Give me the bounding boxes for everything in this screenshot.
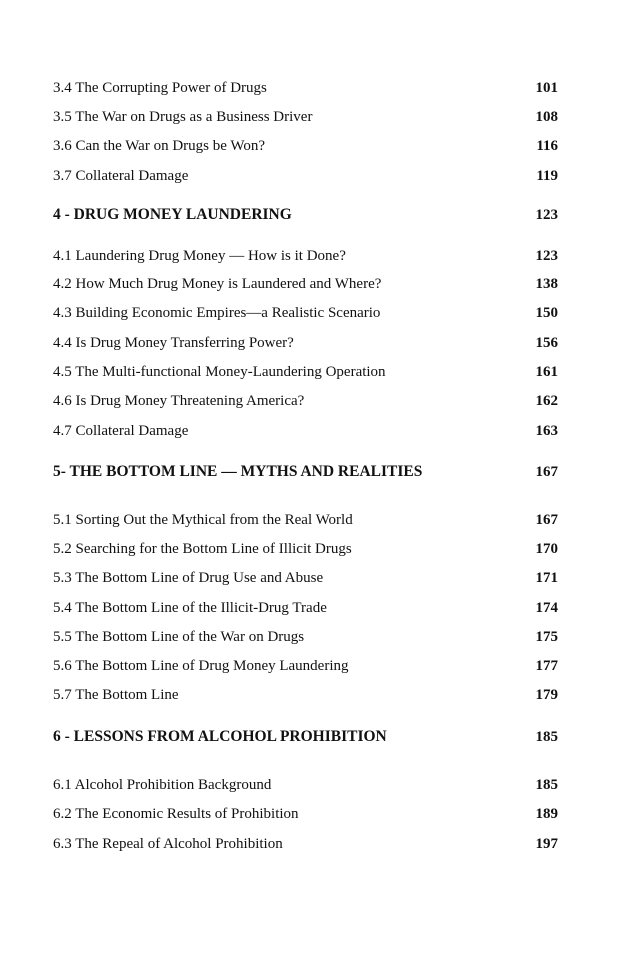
toc-entry [53,775,558,795]
toc-title: 4.7 Collateral Damage [53,423,189,439]
toc-page-number: 167 [535,512,558,528]
toc-page-number: 185 [535,777,558,793]
toc-title: 4.2 How Much Drug Money is Laundered and Where? [53,276,382,292]
toc-title: 6.2 The Economic Results of Prohibition [53,806,299,822]
toc-title: 3.7 Collateral Damage [53,168,189,184]
toc-title: 4.4 Is Drug Money Transferring Power? [53,335,294,351]
toc-entry [53,362,558,382]
toc-entry [53,333,558,353]
toc-title: 4 - DRUG MONEY LAUNDERING [53,206,292,223]
toc-entry [53,568,558,588]
toc-title: 5- THE BOTTOM LINE — MYTHS AND REALITIES [53,463,423,480]
toc-entry [53,107,558,127]
toc-chapter-heading [53,205,558,225]
toc-entry [53,685,558,705]
toc-entry [53,421,558,441]
toc-page-number: 162 [535,393,558,409]
toc-page-number: 189 [535,806,558,822]
toc-title: 5.6 The Bottom Line of Drug Money Laundering [53,658,349,674]
toc-chapter-heading [53,727,558,747]
toc-title: 3.5 The War on Drugs as a Business Driver [53,109,313,125]
toc-page-number: 171 [535,570,558,586]
toc-entry [53,391,558,411]
toc-page-number: 108 [535,109,558,125]
toc-entry [53,166,558,186]
toc-title: 4.5 The Multi-functional Money-Laundering Operation [53,364,386,380]
toc-title: 5.3 The Bottom Line of Drug Use and Abuse [53,570,324,586]
toc-page-number: 197 [535,836,558,852]
toc-page-number: 174 [535,600,558,616]
toc-entry [53,136,558,156]
toc-title: 5.5 The Bottom Line of the War on Drugs [53,629,305,645]
toc-title: 5.1 Sorting Out the Mythical from the Real World [53,512,353,528]
toc-entry [53,627,558,647]
toc-entry [53,539,558,559]
toc-page-number: 185 [535,729,558,745]
toc-chapter-heading [53,462,558,482]
toc-title: 6.3 The Repeal of Alcohol Prohibition [53,836,283,852]
toc-page-number: 119 [536,168,558,184]
toc-entry [53,656,558,676]
toc-entry [53,246,558,266]
toc-page-number: 101 [535,80,558,96]
toc-title: 3.6 Can the War on Drugs be Won? [53,138,265,154]
toc-title: 4.1 Laundering Drug Money — How is it Done? [53,248,346,264]
toc-entry [53,78,558,98]
toc-page-number: 123 [535,248,558,264]
toc-page-number: 167 [535,464,558,480]
toc-page-number: 138 [535,276,558,292]
toc-page-number: 177 [535,658,558,674]
toc-title: 3.4 The Corrupting Power of Drugs [53,80,267,96]
toc-entry [53,834,558,854]
toc-entry [53,274,558,294]
toc-page-number: 175 [535,629,558,645]
toc-title: 5.7 The Bottom Line [53,687,179,703]
toc-page-number: 163 [535,423,558,439]
toc-page-number: 170 [535,541,558,557]
toc-page-number: 161 [535,364,558,380]
toc-page-number: 156 [535,335,558,351]
toc-title: 4.3 Building Economic Empires—a Realistic Scenario [53,305,381,321]
toc-entry [53,510,558,530]
toc-title: 6 - LESSONS FROM ALCOHOL PROHIBITION [53,728,387,745]
toc-page-number: 123 [535,207,558,223]
toc-page-number: 116 [536,138,558,154]
toc-title: 4.6 Is Drug Money Threatening America? [53,393,305,409]
toc-entry [53,598,558,618]
toc-title: 5.4 The Bottom Line of the Illicit-Drug Trade [53,600,327,616]
toc-page-number: 150 [535,305,558,321]
toc-title: 5.2 Searching for the Bottom Line of Illicit Drugs [53,541,352,557]
toc-title: 6.1 Alcohol Prohibition Background [53,777,272,793]
toc-entry [53,804,558,824]
toc-entry [53,303,558,323]
toc-page-number: 179 [535,687,558,703]
